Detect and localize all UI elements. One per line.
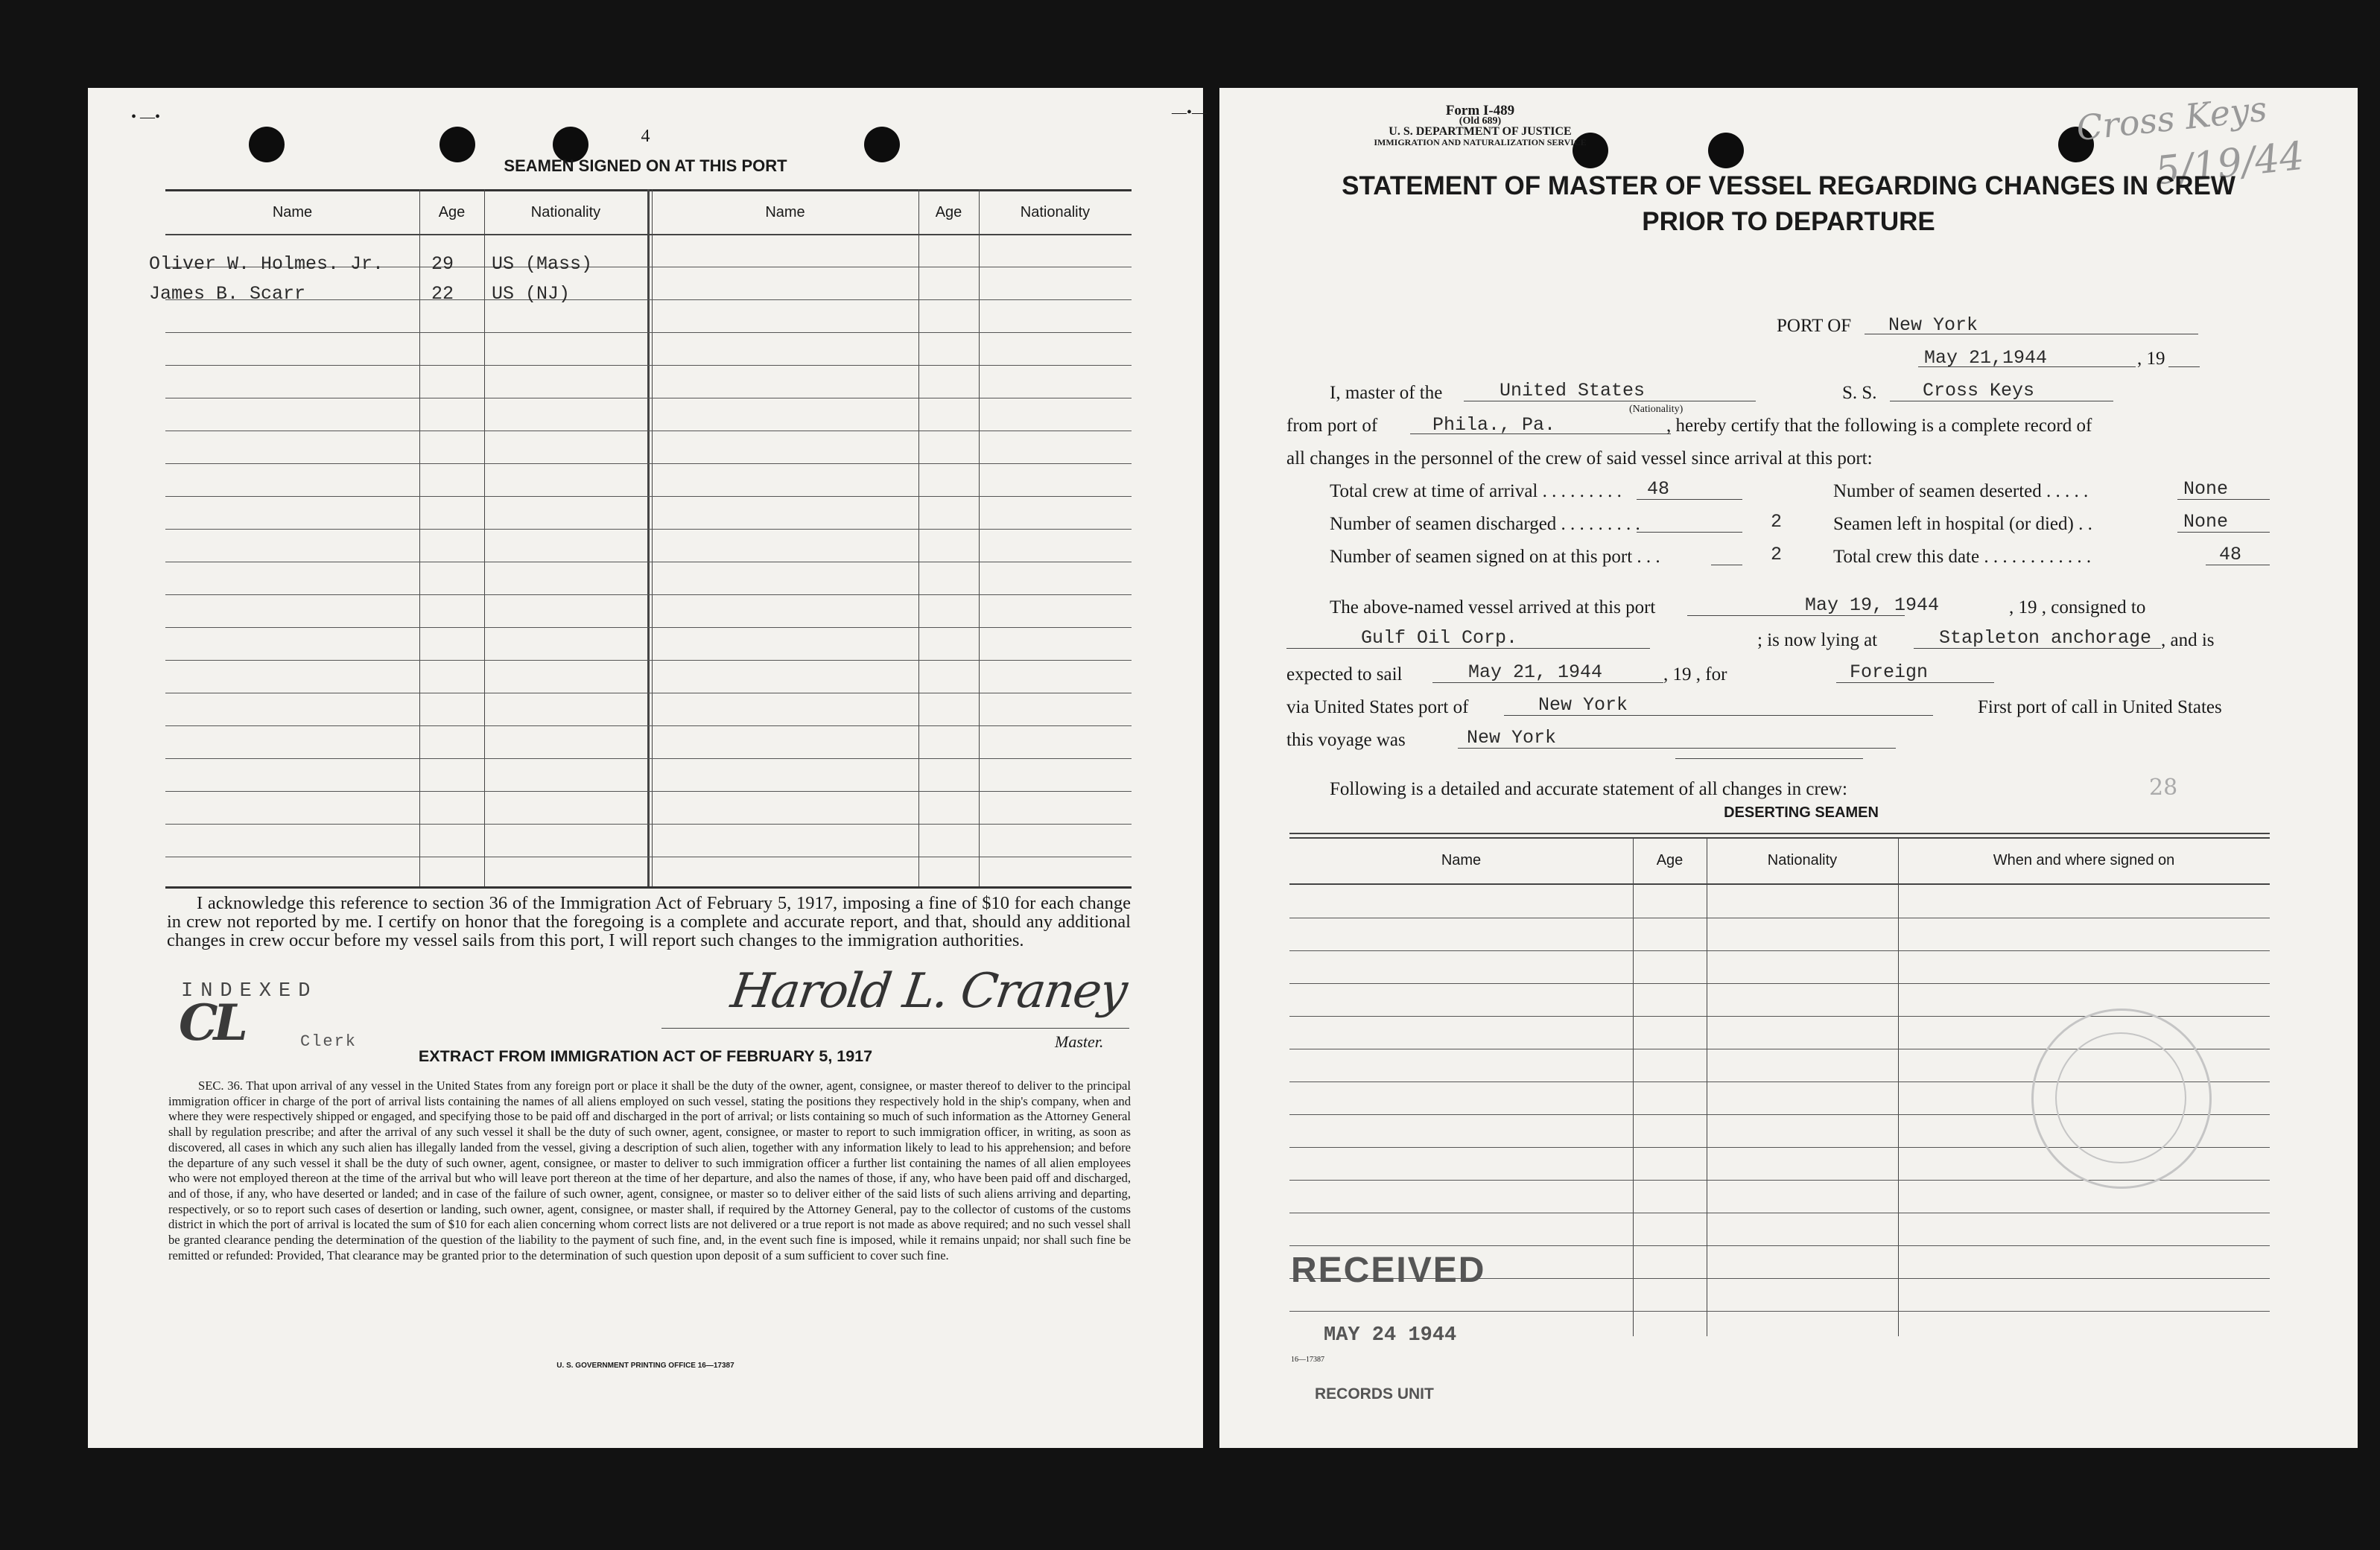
handwritten-vessel: Cross Keys (2074, 88, 2269, 149)
stat-total-date-value: 48 (2219, 544, 2242, 565)
seaman-nationality: US (NJ) (492, 283, 571, 305)
service: IMMIGRATION AND NATURALIZATION SERVICE (1374, 137, 1587, 147)
stat-hospital-value: None (2183, 511, 2229, 533)
printer-line: U. S. GOVERNMENT PRINTING OFFICE 16—17387 (556, 1362, 734, 1370)
seaman-nationality: US (Mass) (492, 253, 593, 275)
lying-label: ; is now lying at (1757, 630, 1878, 650)
ss-label: S. S. (1842, 383, 1877, 403)
stat-signed-on-label: Number of seamen signed on at this port . . . (1330, 547, 1660, 567)
punch-hole (1708, 133, 1744, 168)
year-prefix: , 19 (2137, 349, 2165, 369)
clerk-label: Clerk (300, 1032, 358, 1051)
stat-hospital-label: Seamen left in hospital (or died) . . (1833, 514, 2092, 534)
form-title-line1: STATEMENT OF MASTER OF VESSEL REGARDING CHANGES IN CREW (1342, 171, 2235, 200)
certify-text: , hereby certify that the following is a complete record of (1666, 416, 2092, 436)
table-rule (165, 791, 1132, 792)
arrived-date: May 19, 1944 (1805, 594, 1940, 616)
first-port-value: New York (1467, 727, 1557, 749)
acknowledgement-text: I acknowledge this reference to section 36 of the Immigration Act of February 5, 1917, imposing a fine of $10 for each change in crew not reported by me. I certify on honor that the foregoing is a complete and accurate report, and that, should any additional changes in crew occur before my vessel sails from this port, I will report such changes to the immigration authorities. (167, 893, 1131, 950)
following-label: Following is a detailed and accurate statement of all changes in crew: (1330, 779, 1847, 799)
postmark-inner-ring (2055, 1032, 2186, 1163)
table-rule (165, 529, 1132, 530)
table-rule (165, 332, 1132, 333)
nationality-caption: (Nationality) (1629, 404, 1684, 415)
and-is-label: , and is (2161, 630, 2215, 650)
seaman-age: 29 (431, 253, 454, 275)
table-rule (165, 463, 1132, 464)
seaman-name: Oliver W. Holmes. Jr. (149, 253, 384, 275)
arrived-label: The above-named vessel arrived at this port (1330, 597, 1656, 617)
deserting-header-signed-on: When and where signed on (1993, 852, 2175, 868)
form-title-line2: PRIOR TO DEPARTURE (1642, 207, 1935, 236)
scan-mark: —•— (1172, 104, 1208, 121)
first-port-label: First port of call in United States (1978, 697, 2222, 717)
received-stamp: RECEIVED (1291, 1251, 1486, 1290)
table-rule (165, 299, 1132, 300)
section-title: SEAMEN SIGNED ON AT THIS PORT (504, 156, 787, 175)
stat-total-date-label: Total crew this date . . . . . . . . . . . . (1833, 547, 2092, 567)
deserting-header-nationality: Nationality (1767, 852, 1838, 868)
for-label: , 19 , for (1663, 664, 1727, 685)
master-signature: Harold L. Craney (727, 964, 1130, 1019)
via-label: via United States port of (1286, 697, 1469, 717)
from-port-label: from port of (1286, 416, 1378, 436)
table-rule (165, 660, 1132, 661)
lying-at-value: Stapleton anchorage (1939, 627, 2152, 649)
received-date: MAY 24 1944 (1324, 1324, 1457, 1347)
right-page (1172, 88, 2358, 1448)
header-age-2: Age (935, 204, 962, 220)
records-unit-stamp: RECORDS UNIT (1315, 1385, 1434, 1403)
deserting-header-name: Name (1441, 852, 1482, 868)
seaman-age: 22 (431, 283, 454, 305)
consignee-value: Gulf Oil Corp. (1361, 627, 1518, 649)
master-label: Master. (1055, 1032, 1104, 1051)
table-rule (1289, 983, 2270, 984)
table-rule (165, 365, 1132, 366)
deserting-header-age: Age (1656, 852, 1684, 868)
stat-discharged-value: 2 (1771, 511, 1783, 533)
port-value: New York (1888, 314, 1978, 336)
department: U. S. DEPARTMENT OF JUSTICE (1389, 125, 1572, 138)
header-nationality: Nationality (530, 204, 601, 220)
old-form-number: (Old 689) (1459, 115, 1502, 127)
table-rule (1289, 1245, 2270, 1246)
scan-mark: • —• (131, 109, 161, 125)
table-rule (1289, 1311, 2270, 1312)
deserting-title (1219, 804, 2358, 822)
header-nationality-2: Nationality (1020, 204, 1091, 220)
vessel-value: Cross Keys (1923, 380, 2035, 401)
table-rule (165, 496, 1132, 497)
table-rule (165, 594, 1132, 595)
table-rule (165, 627, 1132, 628)
form-number: Form I-489 (1445, 103, 1515, 118)
consigned-label: , 19 , consigned to (2009, 597, 2146, 617)
page-number: 4 (641, 127, 650, 146)
sail-date: May 21, 1944 (1468, 661, 1603, 683)
date-value: May 21,1944 (1924, 347, 2048, 369)
master-of-label: I, master of the (1330, 383, 1443, 403)
stat-deserted-value: None (2183, 478, 2229, 500)
from-port-value: Phila., Pa. (1432, 414, 1556, 436)
table-rule (165, 725, 1132, 726)
table-rule (165, 758, 1132, 759)
deserting-title-text: DESERTING SEAMEN (1724, 804, 1879, 821)
via-port: New York (1538, 694, 1628, 716)
stat-total-arrival-value: 48 (1647, 478, 1670, 500)
seaman-name: James B. Scarr (149, 283, 306, 305)
certify-text-2: all changes in the personnel of the crew of said vessel since arrival at this port: (1286, 448, 1873, 469)
pencil-mark: 28 (2149, 775, 2178, 801)
extract-text: SEC. 36. That upon arrival of any vessel in the United States from any foreign port or place it shall be the duty of the owner, agent, consignee, or master thereof to deliver to the principal immigration officer in charge of the port of arrival lists containing the names of all aliens employed on such vessel, stating the positions they respectively hold in the ship's company, when and where they were respectively shipped or engaged, and specifying those to be paid off and discharged in the port of arrival; or lists containing so much of such information as the Attorney General shall by regulation prescribe; and after the arrival of any such vessel it shall be the duty of such owner, agent, consignee, or master to report to such immigration officer, in writing, as soon as discovered, all cases in which any such alien has illegally landed from the vessel, giving a description of such alien, together with any information likely to lead to his apprehension; and before the departure of any such vessel it shall be the duty of such owner, agent, consignee, or master to deliver to such immigration officer a further list containing the names of all alien employees who were not employed thereon at the time of the arrival but who will leave port thereon at the time of her departure, and also the names of those, if any, who have been paid off and discharged, and of those, if any, who have deserted or landed; and in case of the failure of such owner, agent, consignee, or master so to deliver either of the said lists of such aliens arriving and departing, respectively, or so to report such cases of desertion or landing, such owner, agent, consignee, or master shall, if required by the Attorney General, pay to the collector of customs of the customs district in which the port of arrival is located the sum of $10 for each alien concerning whom correct lists are not delivered or a true report is not made as above required; and no such vessel shall be granted clearance pending the determination of the question of the liability to the payment of such fine, and, in the event such fine is imposed, while it remains unpaid; nor shall such fine be remitted or refunded: Provided, That clearance may be granted prior to the determination of such question upon deposit of a sum sufficient to cover such fine. (168, 1079, 1131, 1262)
nationality-value: United States (1500, 380, 1646, 401)
header-age: Age (438, 204, 466, 220)
form-header (1361, 103, 1599, 147)
expected-label: expected to sail (1286, 664, 1403, 685)
destination-value: Foreign (1850, 661, 1929, 683)
stat-total-arrival-label: Total crew at time of arrival . . . . . . . . . (1330, 481, 1622, 501)
header-name: Name (272, 204, 313, 220)
clerk-initials: CL (179, 994, 244, 1052)
extract-title: EXTRACT FROM IMMIGRATION ACT OF FEBRUARY 5, 1917 (418, 1047, 873, 1065)
left-page (88, 88, 1203, 1448)
stat-deserted-label: Number of seamen deserted . . . . . (1833, 481, 2089, 501)
header-name-2: Name (765, 204, 805, 220)
handwritten-date: 5/19/44 (2153, 133, 2307, 194)
table-rule (165, 824, 1132, 825)
stat-signed-on-value: 2 (1771, 544, 1783, 565)
indexed-stamp: INDEXED (181, 980, 318, 1003)
form-title (1219, 168, 2358, 240)
table-rule (1289, 950, 2270, 951)
stat-discharged-label: Number of seamen discharged . . . . . . . . . (1330, 514, 1640, 534)
form-code: 16—17387 (1291, 1356, 1324, 1364)
voyage-label: this voyage was (1286, 730, 1406, 750)
port-label: PORT OF (1777, 316, 1852, 336)
